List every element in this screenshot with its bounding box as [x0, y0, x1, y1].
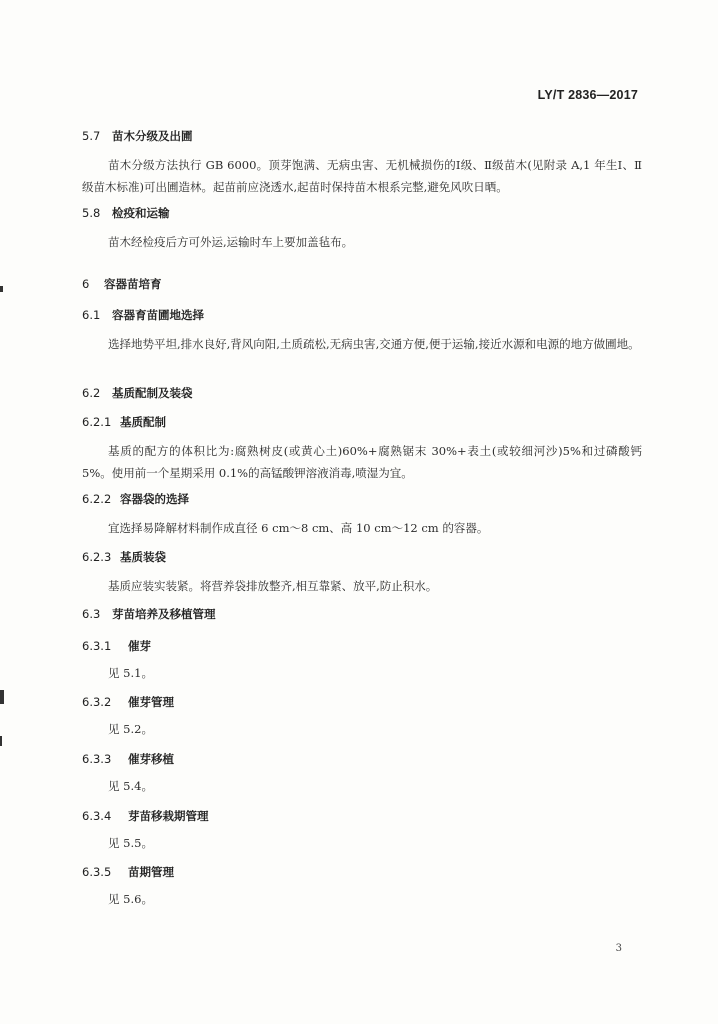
section-heading-6-3-1	[82, 638, 151, 654]
section-number: 6.3.5	[82, 865, 112, 879]
section-number: 6.3	[82, 607, 101, 621]
section-number: 6.2.3	[82, 550, 112, 564]
paragraph-6-1: 选择地势平坦,排水良好,背风向阳,土质疏松,无病虫害,交通方便,便于运输,接近水源和电源的地方做圃地。	[108, 337, 640, 351]
scan-edge-mark	[0, 736, 2, 746]
section-number: 6.3.1	[82, 639, 112, 653]
section-heading-6-3-5	[82, 864, 174, 880]
section-number: 6.1	[82, 308, 101, 322]
section-heading-6-2-3	[82, 549, 166, 565]
section-number: 6.2	[82, 386, 101, 400]
standard-code: LY/T 2836—2017	[537, 88, 638, 102]
paragraph-6-3-1: 见 5.1。	[108, 666, 153, 680]
paragraph-5-8: 苗木经检疫后方可外运,运输时车上要加盖毡布。	[108, 235, 354, 249]
section-number: 5.7	[82, 129, 101, 143]
section-title: 容器袋的选择	[120, 492, 189, 506]
section-heading-6-3-2	[82, 694, 174, 710]
section-heading-6-3	[82, 606, 216, 622]
section-title: 基质装袋	[120, 550, 166, 564]
section-title: 苗木分级及出圃	[112, 129, 193, 143]
section-title: 基质配制	[120, 415, 166, 429]
section-number: 6.3.2	[82, 695, 112, 709]
section-heading-6-2-2	[82, 491, 189, 507]
paragraph-6-3-2: 见 5.2。	[108, 722, 153, 736]
page-number: 3	[615, 943, 622, 954]
section-heading-6-2	[82, 385, 193, 401]
section-number: 6	[82, 277, 90, 291]
paragraph-5-7: 苗木分级方法执行 GB 6000。顶芽饱满、无病虫害、无机械损伤的Ⅰ级、Ⅱ级苗木(见附录 A,1 年生Ⅰ、Ⅱ级苗木标准)可出圃造林。起苗前应浇透水,起苗时保持苗木根系完整,避免风吹日晒。	[82, 158, 642, 194]
section-title: 苗期管理	[128, 865, 174, 879]
section-heading-6-2-1	[82, 414, 166, 430]
paragraph-6-2-3: 基质应装实装紧。将营养袋排放整齐,相互靠紧、放平,防止积水。	[108, 579, 438, 593]
section-heading-6-1	[82, 307, 204, 323]
paragraph-6-2-2: 宜选择易降解材料制作成直径 6 cm～8 cm、高 10 cm～12 cm 的容器。	[108, 521, 489, 535]
section-heading-6-3-3	[82, 751, 174, 767]
paragraph-6-3-3: 见 5.4。	[108, 779, 153, 793]
section-heading-5-7	[82, 128, 193, 144]
section-title: 芽苗移栽期管理	[128, 809, 209, 823]
paragraph-6-3-4: 见 5.5。	[108, 836, 153, 850]
scan-edge-mark	[0, 286, 3, 292]
scan-edge-mark	[0, 690, 4, 704]
section-number: 5.8	[82, 206, 101, 220]
paragraph-6-3-5: 见 5.6。	[108, 892, 153, 906]
section-title: 检疫和运输	[112, 206, 170, 220]
section-number: 6.2.1	[82, 415, 112, 429]
section-title: 芽苗培养及移植管理	[112, 607, 216, 621]
section-heading-5-8	[82, 205, 170, 221]
section-heading-6	[82, 276, 162, 292]
section-title: 基质配制及装袋	[112, 386, 193, 400]
section-number: 6.3.4	[82, 809, 112, 823]
section-title: 催芽	[128, 639, 151, 653]
section-number: 6.2.2	[82, 492, 112, 506]
section-title: 催芽移植	[128, 752, 174, 766]
section-number: 6.3.3	[82, 752, 112, 766]
section-heading-6-3-4	[82, 808, 209, 824]
section-title: 容器育苗圃地选择	[112, 308, 204, 322]
section-title: 容器苗培育	[104, 277, 162, 291]
paragraph-6-2-1: 基质的配方的体积比为:腐熟树皮(或黄心土)60%+腐熟锯末 30%+表土(或较细河沙)5%和过磷酸钙 5%。使用前一个星期采用 0.1%的高锰酸钾溶液消毒,喷湿为宜。	[82, 444, 642, 480]
section-title: 催芽管理	[128, 695, 174, 709]
